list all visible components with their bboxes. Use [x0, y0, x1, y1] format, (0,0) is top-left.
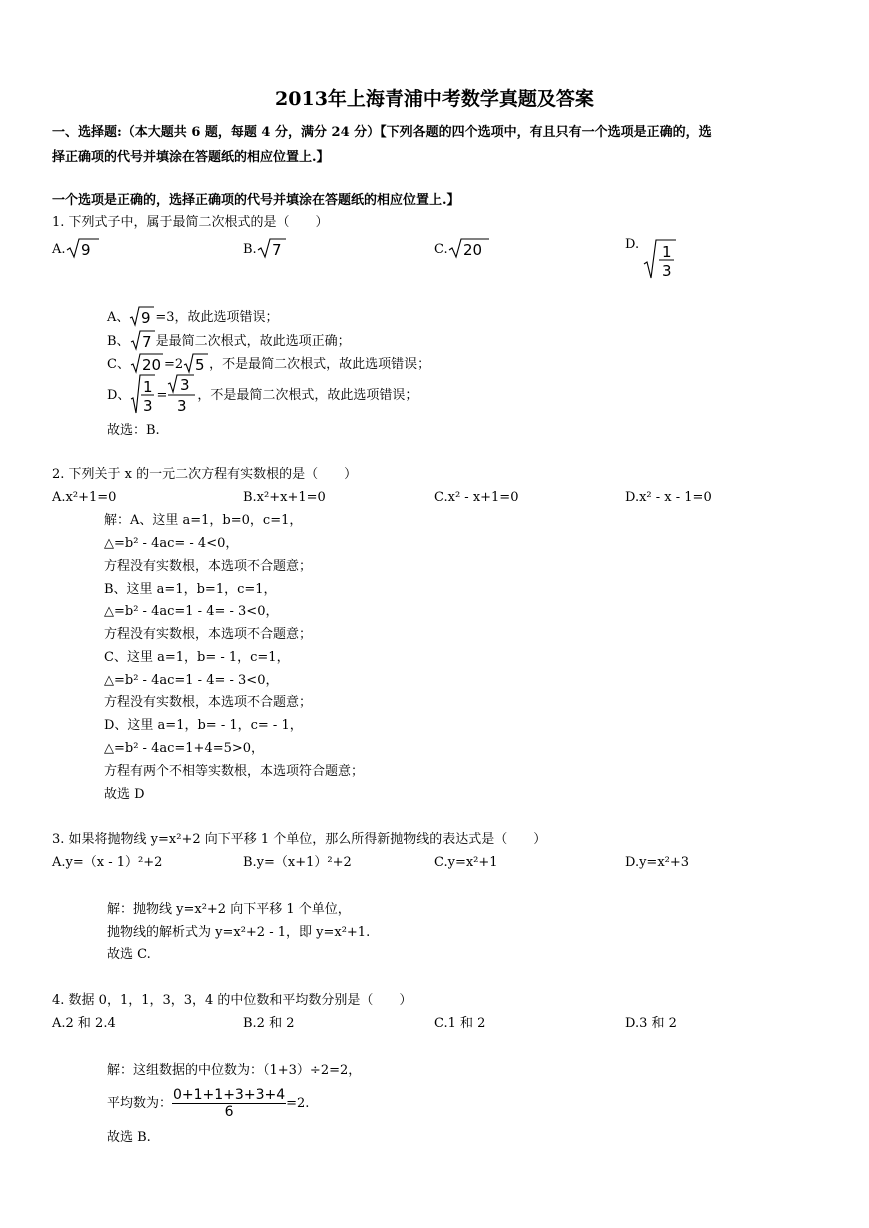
- svg-text:7: 7: [141, 333, 152, 351]
- q2-solution-line: 方程有两个不相等实数根，本选项符合题意；: [104, 764, 365, 779]
- q4-conclusion: 故选 B.: [107, 1130, 151, 1145]
- q3-option-c: C.y=x²+1: [434, 855, 498, 870]
- q1-option-d: [625, 238, 677, 283]
- q1-option-b-label: B.: [243, 242, 257, 257]
- q4-solution-mean: 平均数为： $\frac{0+1+1+3+3+4}{6}$ =2.: [107, 1087, 310, 1120]
- q3-stem: 3. 如果将抛物线 y=x²+2 向下平移 1 个单位，那么所得新抛物线的表达式是（ ）: [52, 832, 547, 847]
- q1-solution-c: C、 20 =2 5 ，不是最简二次根式，故此选项错误；: [107, 352, 430, 377]
- q1-option-c: [434, 237, 490, 262]
- mean-fraction: $\frac{0+1+1+3+3+4}{6}$: [173, 1087, 286, 1120]
- q2-option-d: D.x² - x - 1=0: [625, 490, 712, 505]
- svg-text:1: 1: [662, 243, 672, 261]
- sqrt-20-expression: [448, 237, 490, 262]
- page-title: 2013年上海青浦中考数学真题及答案: [275, 88, 594, 110]
- q2-solution-line: △=b² - 4ac= - 4<0，: [104, 536, 239, 551]
- q4-option-c: C.1 和 2: [434, 1016, 486, 1031]
- sqrt3-over-3-fraction: [167, 373, 197, 418]
- q3-solution-line: 抛物线的解析式为 y=x²+2 - 1，即 y=x²+1.: [107, 925, 371, 940]
- svg-text:7: 7: [271, 241, 282, 259]
- q2-solution-line: 方程没有实数根，本选项不合题意；: [104, 695, 313, 710]
- section-heading-repeat: 一个选项是正确的，选择正确项的代号并填涂在答题纸的相应位置上.】: [52, 193, 460, 208]
- q1-solution-d: D、 1 3 = 3 3 ，不是最简二次根式，故此选项错误；: [107, 373, 418, 418]
- q1-option-a: [52, 237, 100, 262]
- q3-option-b: B.y=（x+1）²+2: [243, 855, 352, 870]
- q3-solution-line: 解：抛物线 y=x²+2 向下平移 1 个单位，: [107, 902, 351, 917]
- q2-solution-line: △=b² - 4ac=1 - 4= - 3<0，: [104, 673, 279, 688]
- section-heading-line2: 择正确项的代号并填涂在答题纸的相应位置上.】: [52, 150, 330, 165]
- q4-option-b: B.2 和 2: [243, 1016, 295, 1031]
- q4-option-d: D.3 和 2: [625, 1016, 677, 1031]
- svg-text:9: 9: [80, 241, 91, 259]
- q4-stem: 4. 数据 0，1，1，3，3，4 的中位数和平均数分别是（ ）: [52, 993, 413, 1008]
- q2-option-c: C.x² - x+1=0: [434, 490, 519, 505]
- q2-solution-line: C、这里 a=1，b= - 1，c=1，: [104, 650, 290, 665]
- q1-option-c-label: C.: [434, 242, 448, 257]
- sqrt-9-inline: [129, 305, 155, 330]
- q2-stem: 2. 下列关于 x 的一元二次方程有实数根的是（ ）: [52, 467, 358, 482]
- q2-conclusion: 故选 D: [104, 787, 145, 802]
- svg-text:5: 5: [195, 356, 205, 374]
- q2-solution-line: △=b² - 4ac=1 - 4= - 3<0，: [104, 604, 279, 619]
- q1-solution-a: A、 9 =3，故此选项错误；: [107, 305, 279, 330]
- q2-option-b: B.x²+x+1=0: [243, 490, 326, 505]
- svg-text:3: 3: [180, 376, 190, 394]
- q1-option-d-label: D.: [625, 237, 640, 252]
- q2-solution-line: B、这里 a=1，b=1，c=1，: [104, 582, 277, 597]
- svg-text:20: 20: [462, 241, 482, 259]
- q2-solution-line: D、这里 a=1，b= - 1，c= - 1，: [104, 718, 303, 733]
- q3-conclusion: 故选 C.: [107, 947, 151, 962]
- sqrt-7-expression: [257, 237, 287, 262]
- svg-text:3: 3: [143, 397, 153, 415]
- q1-option-b: [243, 237, 287, 262]
- q2-solution-line: 方程没有实数根，本选项不合题意；: [104, 559, 313, 574]
- sqrt-7-inline: [130, 329, 156, 354]
- q1-conclusion: 故选：B.: [107, 423, 160, 438]
- section-heading-line1: 一、选择题:（本大题共 6 题，每题 4 分，满分 24 分）【下列各题的四个选项中，有且只有一个选项是正确的，选: [52, 125, 712, 140]
- q2-option-a: A.x²+1=0: [52, 490, 117, 505]
- svg-text:1: 1: [143, 378, 153, 396]
- q1-option-a-label: A.: [52, 242, 66, 257]
- q2-solution-line: 解：A、这里 a=1，b=0，c=1，: [104, 513, 303, 528]
- sqrt-one-third-inline: [130, 373, 156, 418]
- svg-text:20: 20: [141, 356, 162, 374]
- q3-option-a: A.y=（x - 1）²+2: [52, 855, 163, 870]
- sqrt-9-expression: [66, 237, 100, 262]
- q1-stem: 1. 下列式子中，属于最简二次根式的是（ ）: [52, 215, 329, 230]
- q4-option-a: A.2 和 2.4: [52, 1016, 116, 1031]
- q2-solution-line: △=b² - 4ac=1+4=5>0，: [104, 741, 265, 756]
- q1-solution-b: B、 7 是最简二次根式，故此选项正确；: [107, 329, 351, 354]
- svg-text:9: 9: [141, 309, 151, 327]
- q3-option-d: D.y=x²+3: [625, 855, 690, 870]
- q2-solution-line: 方程没有实数根，本选项不合题意；: [104, 627, 313, 642]
- sqrt-one-third-expression: [643, 238, 677, 283]
- q4-solution-median: 解：这组数据的中位数为：（1+3）÷2=2，: [107, 1063, 362, 1078]
- svg-text:3: 3: [177, 397, 187, 415]
- svg-text:3: 3: [662, 262, 672, 280]
